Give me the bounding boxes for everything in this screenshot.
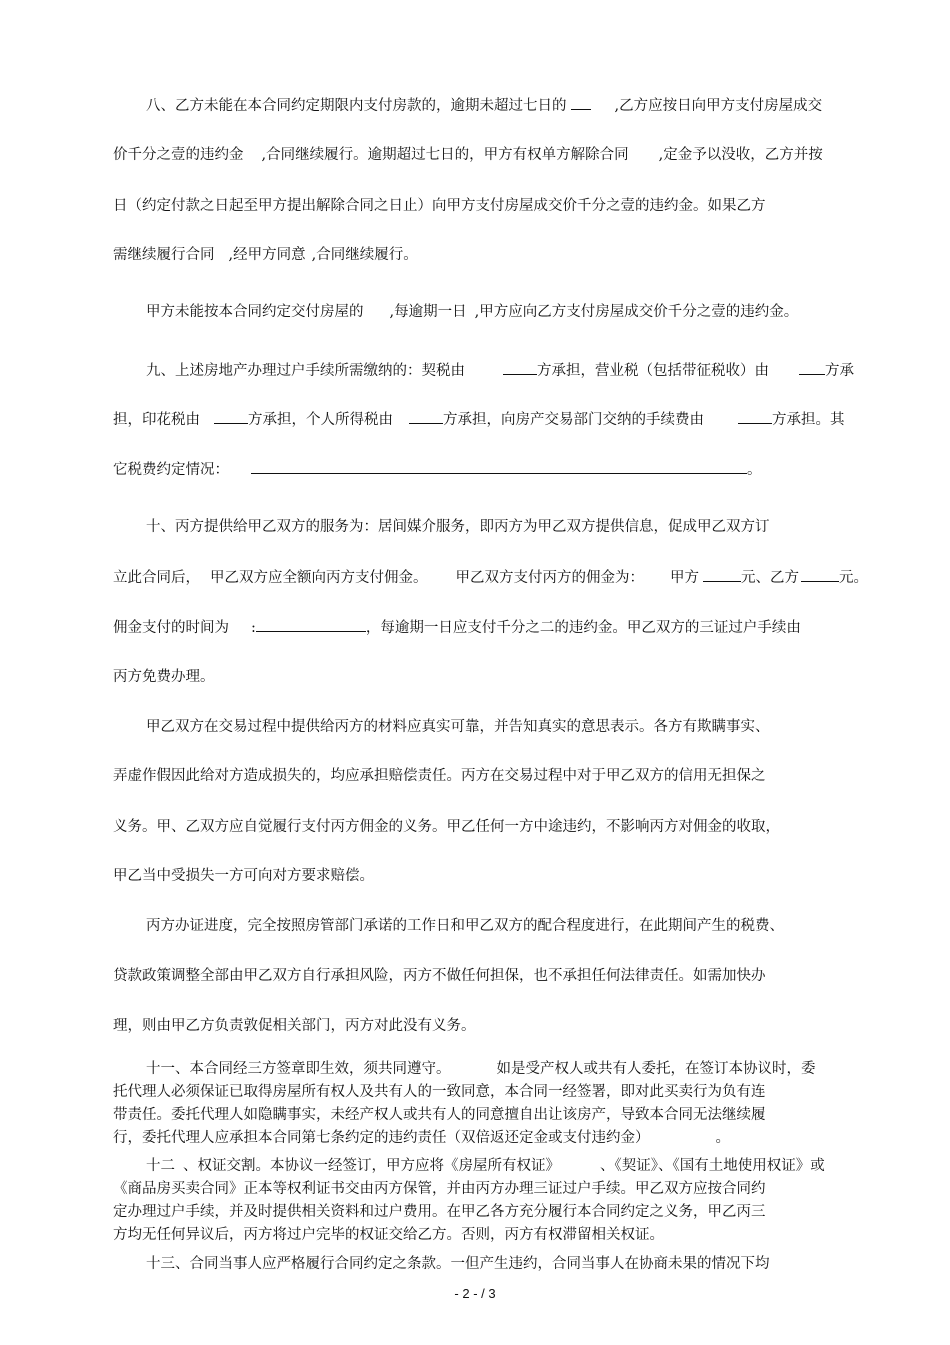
text: 方承担，营业税（包括带征税收）由	[537, 363, 769, 379]
blank-field	[738, 409, 772, 424]
text: 方承	[825, 363, 854, 379]
blank-field	[703, 567, 741, 582]
para10-line1	[146, 517, 770, 537]
para12-line3	[113, 1202, 766, 1222]
text: 方承担，向房产交易部门交纳的手续费由	[443, 412, 704, 428]
para12-line1	[146, 1156, 825, 1176]
para12-line2	[113, 1179, 766, 1199]
para9-line1	[146, 360, 854, 381]
text: 、《契证》、《国有土地使用权证》或	[600, 1158, 825, 1174]
text: 十一、本合同经三方签章即生效，须共同遵守。	[146, 1061, 451, 1077]
text: 贷款政策调整全部由甲乙双方自行承担风险，丙方不做任何担保，也不承担任何法律责任。如需加快办	[113, 968, 766, 984]
text: ,甲方应向乙方支付房屋成交价千分之壹的违约金。	[474, 304, 799, 320]
para10b-line3	[113, 817, 780, 837]
para10b-line1	[146, 717, 770, 737]
text: 甲方	[670, 570, 699, 586]
text: 如是受产权人或共有人委托，在签订本协议时，委	[496, 1061, 816, 1077]
text: 十二	[146, 1158, 175, 1174]
text: 带责任。委托代理人如隐瞒事实，未经产权人或共有人的同意擅自出让该房产，导致本合同无法继续履	[113, 1107, 766, 1123]
para12-line4	[113, 1225, 664, 1245]
para10c-line3	[113, 1016, 476, 1036]
text: ,乙方应按日向甲方支付房屋成交	[614, 98, 823, 114]
text: ,每逾期一日	[389, 304, 467, 320]
para13-line1	[146, 1254, 770, 1274]
blank-field	[503, 360, 537, 375]
text: ，每逾期一日应支付千分之二的违约金。甲乙双方的三证过户手续由	[365, 620, 801, 636]
para10b-line2	[113, 766, 766, 786]
para10b-line4	[113, 866, 374, 886]
blank-field	[801, 567, 839, 582]
text: 甲乙双方在交易过程中提供给丙方的材料应真实可靠，并告知真实的意思表示。各方有欺瞒事实、	[146, 719, 770, 735]
para10-line4	[113, 667, 215, 687]
text: ,合同继续履行。逾期超过七日的，甲方有权单方解除合同	[261, 147, 629, 163]
text: 八、乙方未能在本合同约定期限内支付房款的，逾期未超过七日的	[146, 98, 567, 114]
para10c-line1	[146, 916, 784, 936]
text: 。	[747, 462, 762, 478]
text: 十、丙方提供给甲乙双方的服务为：居间媒介服务，即丙方为甲乙双方提供信息，促成甲乙双方订	[146, 519, 770, 535]
page-number: - 2 - / 3	[454, 1286, 496, 1301]
text: ,定金予以没收，乙方并按	[658, 147, 823, 163]
blank-field	[571, 95, 591, 110]
text: ,合同继续履行。	[311, 247, 418, 263]
para9-line2	[113, 409, 845, 430]
para11-line1	[146, 1059, 816, 1079]
text: 甲方未能按本合同约定交付房屋的	[146, 304, 364, 320]
text: 丙方免费办理。	[113, 669, 215, 685]
para8-line2	[113, 145, 823, 165]
blank-field	[799, 360, 825, 375]
text: 九、上述房地产办理过户手续所需缴纳的：契税由	[146, 363, 465, 379]
text: 十三、合同当事人应严格履行合同约定之条款。一但产生违约，合同当事人在协商未果的情况下均	[146, 1256, 770, 1272]
text: 担，印花税由	[113, 412, 200, 428]
para8b-line1	[146, 302, 798, 322]
text: 元。	[839, 570, 868, 586]
blank-field	[251, 459, 747, 474]
para11-line2	[113, 1082, 766, 1102]
para10-line2	[113, 567, 868, 588]
text: 、权证交割。本协议一经签订，甲方应将《房屋所有权证》	[183, 1158, 560, 1174]
text: ,经甲方同意	[228, 247, 306, 263]
para11-line3	[113, 1105, 766, 1125]
text: 日（约定付款之日起至甲方提出解除合同之日止）向甲方支付房屋成交价千分之壹的违约金。如果乙方	[113, 198, 766, 214]
text: 定办理过户手续，并及时提供相关资料和过户费用。在甲乙各方充分履行本合同约定之义务，甲乙丙三	[113, 1204, 766, 1220]
text: 甲乙双方支付丙方的佣金为：	[455, 570, 644, 586]
text: 方承担。其	[772, 412, 845, 428]
para10-line3	[113, 617, 801, 638]
para8-line4	[113, 245, 418, 265]
text: 立此合同后，	[113, 570, 200, 586]
para11-line4	[113, 1128, 730, 1148]
text: 弄虚作假因此给对方造成损失的，均应承担赔偿责任。丙方在交易过程中对于甲乙双方的信用无担保之	[113, 768, 766, 784]
text: 甲乙当中受损失一方可向对方要求赔偿。	[113, 868, 374, 884]
text: 。	[715, 1130, 730, 1146]
text: 义务。甲、乙双方应自觉履行支付丙方佣金的义务。甲乙任何一方中途违约，不影响丙方对佣金的收取，	[113, 819, 780, 835]
text: 托代理人必须保证已取得房屋所有权人及共有人的一致同意，本合同一经签署，即对此买卖行为负有连	[113, 1084, 766, 1100]
text: 《商品房买卖合同》正本等权利证书交由丙方保管，并由丙方办理三证过户手续。甲乙双方应按合同约	[113, 1181, 766, 1197]
para8-line3	[113, 196, 766, 216]
text: 价千分之壹的违约金	[113, 147, 244, 163]
text: 它税费约定情况：	[113, 462, 229, 478]
text: 方均无任何异议后，丙方将过户完毕的权证交给乙方。否则，丙方有权滞留相关权证。	[113, 1227, 664, 1243]
blank-field	[256, 617, 366, 632]
text: 方承担，个人所得税由	[248, 412, 393, 428]
text: 甲乙双方应全额向丙方支付佣金。	[210, 570, 428, 586]
para8-line1	[146, 95, 822, 116]
para10c-line2	[113, 966, 766, 986]
text: :	[251, 620, 256, 636]
blank-field	[214, 409, 248, 424]
text: 元、乙方	[741, 570, 799, 586]
para9-line3	[113, 459, 762, 480]
text: 佣金支付的时间为	[113, 620, 229, 636]
text: 需继续履行合同	[113, 247, 215, 263]
text: 行，委托代理人应承担本合同第七条约定的违约责任（双倍返还定金或支付违约金）	[113, 1130, 650, 1146]
blank-field	[409, 409, 443, 424]
text: 丙方办证进度，完全按照房管部门承诺的工作日和甲乙双方的配合程度进行，在此期间产生的税费、	[146, 918, 784, 934]
text: 理，则由甲乙方负责敦促相关部门，丙方对此没有义务。	[113, 1018, 476, 1034]
